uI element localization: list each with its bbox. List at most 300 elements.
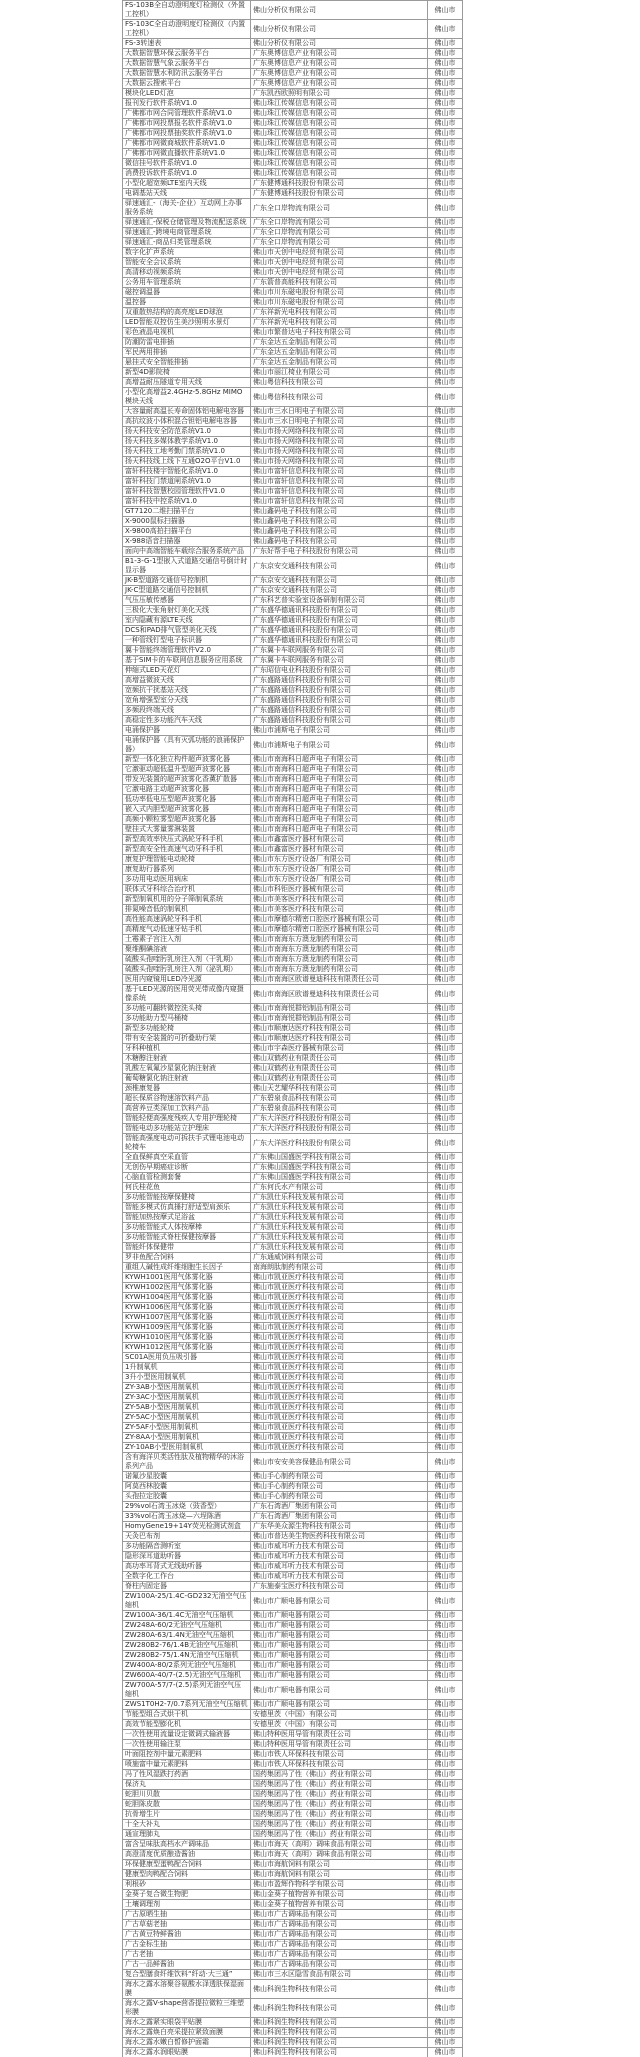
product-cell: 报刊发行软件系统V1.0	[123, 99, 251, 109]
city-cell: 佛山市	[428, 1134, 463, 1153]
product-cell: 节能型组合式烘干机	[123, 1710, 251, 1720]
city-cell: 佛山市	[428, 1014, 463, 1024]
city-cell: 佛山市	[428, 1999, 463, 2018]
company-cell: 佛山手心制药有限公司	[251, 1472, 428, 1482]
company-cell: 佛山市南海科日超声电子有限公司	[251, 815, 428, 825]
product-cell: 扬天科技安全防范系统V1.0	[123, 427, 251, 437]
product-cell: 智能安全会议系统	[123, 258, 251, 268]
city-cell: 佛山市	[428, 129, 463, 139]
table-row	[123, 1502, 463, 1512]
table-row	[123, 1880, 463, 1890]
company-cell: 广东翼卡车联网服务有限公司	[251, 646, 428, 656]
city-cell: 佛山市	[428, 1522, 463, 1532]
table-row	[123, 1034, 463, 1044]
product-cell: 高澄清度优质酿造酱油	[123, 1850, 251, 1860]
table-row	[123, 1700, 463, 1710]
city-cell: 佛山市	[428, 1413, 463, 1423]
city-cell: 佛山市	[428, 169, 463, 179]
city-cell: 佛山市	[428, 1980, 463, 1999]
city-cell: 佛山市	[428, 517, 463, 527]
table-row	[123, 1094, 463, 1104]
table-row	[123, 457, 463, 467]
table-row	[123, 676, 463, 686]
company-cell: 佛山分析仪有限公司	[251, 39, 428, 49]
product-cell: 高营养豆类深加工饮料产品	[123, 1104, 251, 1114]
table-row	[123, 965, 463, 975]
table-row	[123, 1173, 463, 1183]
table-row	[123, 228, 463, 238]
product-cell: 土霉素子宫注入剂	[123, 935, 251, 945]
city-cell: 佛山市	[428, 1203, 463, 1213]
product-cell: ZW280B2-75/1.4N无油空气压缩机	[123, 1651, 251, 1661]
company-cell: 广东石湾酒厂集团有限公司	[251, 1502, 428, 1512]
company-cell: 佛山市浦斯电子有限公司	[251, 726, 428, 736]
company-cell: 佛山市摩德尔精密口腔医疗器械有限公司	[251, 925, 428, 935]
city-cell: 佛山市	[428, 975, 463, 985]
city-cell: 佛山市	[428, 1453, 463, 1472]
table-row	[123, 1413, 463, 1423]
product-cell: ZW280B2-76/1.4B无油空气压缩机	[123, 1641, 251, 1651]
city-cell: 佛山市	[428, 606, 463, 616]
product-cell: 海水之露紧实眼袋平贴膜	[123, 2018, 251, 2028]
table-row	[123, 417, 463, 427]
product-cell: 乳酸左氧氟沙星氯化钠注射液	[123, 1064, 251, 1074]
company-cell: 佛山市南海科日超声电子有限公司	[251, 765, 428, 775]
company-cell: 广东翼卡车联网服务有限公司	[251, 656, 428, 666]
city-cell: 佛山市	[428, 1940, 463, 1950]
products-table-body	[123, 1, 463, 2057]
city-cell: 佛山市	[428, 666, 463, 676]
product-cell: 富轩科技智慧校园管理软件V1.0	[123, 487, 251, 497]
table-row	[123, 39, 463, 49]
city-cell: 佛山市	[428, 1850, 463, 1860]
company-cell: 佛山珠江传媒信息有限公司	[251, 99, 428, 109]
city-cell: 佛山市	[428, 407, 463, 417]
company-cell: 广东奥博信息产业有限公司	[251, 69, 428, 79]
city-cell: 佛山市	[428, 1193, 463, 1203]
table-row	[123, 1373, 463, 1383]
table-row	[123, 925, 463, 935]
product-cell: 温控器	[123, 298, 251, 308]
product-cell: 富轩科技中控系统V1.0	[123, 497, 251, 507]
product-cell: 聚维酮碘溶液	[123, 945, 251, 955]
table-row	[123, 427, 463, 437]
city-cell: 佛山市	[428, 1780, 463, 1790]
product-cell: 木糖醇注射液	[123, 1054, 251, 1064]
table-row	[123, 1243, 463, 1253]
company-cell: 佛山科润生物科技有限公司	[251, 2028, 428, 2038]
table-row	[123, 1223, 463, 1233]
table-row	[123, 1134, 463, 1153]
company-cell: 佛山市凯亚医疗科技有限公司	[251, 1403, 428, 1413]
table-row	[123, 318, 463, 328]
city-cell: 佛山市	[428, 1900, 463, 1910]
city-cell: 佛山市	[428, 268, 463, 278]
company-cell: 佛山市凯亚医疗科技有限公司	[251, 1283, 428, 1293]
product-cell: 重组人碱性成纤维细胞生长因子	[123, 1263, 251, 1273]
company-cell: 国药集团冯了性（佛山）药业有限公司	[251, 1780, 428, 1790]
table-row	[123, 945, 463, 955]
company-cell: 广东全口岸物流有限公司	[251, 218, 428, 228]
table-row	[123, 248, 463, 258]
city-cell: 佛山市	[428, 636, 463, 646]
product-cell: SC01A医用负压吸引器	[123, 1353, 251, 1363]
table-row	[123, 1393, 463, 1403]
table-row	[123, 1203, 463, 1213]
city-cell: 佛山市	[428, 1790, 463, 1800]
company-cell: 佛山市南海区欧谱曼迪科技有限责任公司	[251, 985, 428, 1004]
table-row	[123, 755, 463, 765]
product-cell: ZW700A-57/7-(2.5)系列无油空气压缩机	[123, 1681, 251, 1700]
product-cell: 多频段终端天线	[123, 706, 251, 716]
product-cell: 广古老抽	[123, 1950, 251, 1960]
product-cell: 三极化大张角射灯美化天线	[123, 606, 251, 616]
product-cell: KYWH1004医用气体雾化器	[123, 1293, 251, 1303]
city-cell: 佛山市	[428, 1472, 463, 1482]
city-cell: 佛山市	[428, 616, 463, 626]
city-cell: 佛山市	[428, 586, 463, 596]
product-cell: 智能加热按摩式足浴盆	[123, 1213, 251, 1223]
table-row	[123, 935, 463, 945]
city-cell: 佛山市	[428, 965, 463, 975]
product-cell: 颈椎康复器	[123, 1084, 251, 1094]
company-cell: 佛山市凯亚医疗科技有限公司	[251, 1363, 428, 1373]
city-cell: 佛山市	[428, 467, 463, 477]
city-cell: 佛山市	[428, 328, 463, 338]
company-cell: 佛山市南海科日超声电子有限公司	[251, 755, 428, 765]
city-cell: 佛山市	[428, 755, 463, 765]
city-cell: 佛山市	[428, 1293, 463, 1303]
company-cell: 佛山鑫码电子科技有限公司	[251, 527, 428, 537]
table-row	[123, 1074, 463, 1084]
table-row	[123, 1780, 463, 1790]
company-cell: 佛山市广顺电器有限公司	[251, 1641, 428, 1651]
city-cell: 佛山市	[428, 159, 463, 169]
company-cell: 广东大洋医疗科技股份有限公司	[251, 1134, 428, 1153]
company-cell: 佛山市扬天网络科技有限公司	[251, 447, 428, 457]
product-cell: 它激电路主动超声波雾化器	[123, 785, 251, 795]
table-row	[123, 378, 463, 388]
city-cell: 佛山市	[428, 59, 463, 69]
company-cell: 广东佛山国盛医学科技有限公司	[251, 1153, 428, 1163]
city-cell: 佛山市	[428, 1930, 463, 1940]
table-row	[123, 1970, 463, 1980]
city-cell: 佛山市	[428, 427, 463, 437]
product-cell: 广佛都市网微商城软件系统V1.0	[123, 139, 251, 149]
company-cell: 广东盛路通信科技股份有限公司	[251, 696, 428, 706]
city-cell: 佛山市	[428, 895, 463, 905]
company-cell: 佛山市广古调味品有限公司	[251, 1950, 428, 1960]
table-row	[123, 348, 463, 358]
table-row	[123, 1790, 463, 1800]
product-cell: ZY-3AB小型医用制氧机	[123, 1383, 251, 1393]
city-cell: 佛山市	[428, 775, 463, 785]
product-cell: 无创伤早期癌症诊断	[123, 1163, 251, 1173]
company-cell: 佛山市广古调味品有限公司	[251, 1960, 428, 1970]
table-row	[123, 49, 463, 59]
product-cell: ZY-10AB小型医用制氧机	[123, 1443, 251, 1453]
company-cell: 佛山市扬天网络科技有限公司	[251, 457, 428, 467]
city-cell: 佛山市	[428, 149, 463, 159]
product-cell: 新型一体化独立构件超声波雾化器	[123, 755, 251, 765]
city-cell: 佛山市	[428, 935, 463, 945]
city-cell: 佛山市	[428, 487, 463, 497]
company-cell: 佛山珠江传媒信息有限公司	[251, 129, 428, 139]
product-cell: 磁控调温器	[123, 288, 251, 298]
city-cell: 佛山市	[428, 1770, 463, 1780]
table-row	[123, 955, 463, 965]
city-cell: 佛山市	[428, 765, 463, 775]
table-row	[123, 1770, 463, 1780]
city-cell: 佛山市	[428, 1383, 463, 1393]
product-cell: 高增益微波天线	[123, 676, 251, 686]
company-cell: 佛山市普达美生物医药科技有限公司	[251, 1532, 428, 1542]
product-cell: 广古金标生抽	[123, 1940, 251, 1950]
company-cell: 广东好帮手电子科技股份有限公司	[251, 547, 428, 557]
city-cell: 佛山市	[428, 646, 463, 656]
product-cell: 微信挂号软件系统V1.0	[123, 159, 251, 169]
company-cell: 广东全口岸物流有限公司	[251, 228, 428, 238]
table-row	[123, 1542, 463, 1552]
company-cell: 佛山市三水区隐雪食品有限公司	[251, 1970, 428, 1980]
product-cell: FS-103C全自动澄明度灯检测仪（内置工控机）	[123, 20, 251, 39]
table-row	[123, 437, 463, 447]
product-cell: 复合型膳食纤维饮料“纤动·大三通”	[123, 1970, 251, 1980]
company-cell: 佛山市富轩信息科技有限公司	[251, 487, 428, 497]
table-row	[123, 1323, 463, 1333]
city-cell: 佛山市	[428, 1512, 463, 1522]
table-row	[123, 1403, 463, 1413]
company-cell: 广东健博通科技股份有限公司	[251, 179, 428, 189]
company-cell: 佛山特种医用导管有限责任公司	[251, 1730, 428, 1740]
company-cell: 佛山市广顺电器有限公司	[251, 1592, 428, 1611]
company-cell: 佛山珠江传媒信息有限公司	[251, 109, 428, 119]
table-row	[123, 696, 463, 706]
city-cell: 佛山市	[428, 1730, 463, 1740]
table-row	[123, 547, 463, 557]
product-cell: 康复护理智能电动轮椅	[123, 855, 251, 865]
city-cell: 佛山市	[428, 1740, 463, 1750]
company-cell: 广东盛路通信科技股份有限公司	[251, 686, 428, 696]
company-cell: 佛山市凯亚医疗科技有限公司	[251, 1323, 428, 1333]
table-row	[123, 1183, 463, 1193]
product-cell: 高效节能型膨化机	[123, 1720, 251, 1730]
company-cell: 国药集团冯了性（佛山）药业有限公司	[251, 1810, 428, 1820]
city-cell: 佛山市	[428, 1970, 463, 1980]
company-cell: 广东碧泉食品科技有限公司	[251, 1094, 428, 1104]
company-cell: 广东大洋医疗科技股份有限公司	[251, 1124, 428, 1134]
city-cell: 佛山市	[428, 1641, 463, 1651]
company-cell: 佛山科润生物科技有限公司	[251, 1980, 428, 1999]
company-cell: 广东盛华德通讯科技股份有限公司	[251, 606, 428, 616]
table-row	[123, 825, 463, 835]
company-cell: 佛山市顺康达医疗科技有限公司	[251, 1024, 428, 1034]
table-row	[123, 1980, 463, 1999]
table-row	[123, 258, 463, 268]
city-cell: 佛山市	[428, 79, 463, 89]
table-row	[123, 99, 463, 109]
product-cell: 彩色液晶电视机	[123, 328, 251, 338]
city-cell: 佛山市	[428, 1651, 463, 1661]
product-cell: LED智能双控仿生美沙照明水景灯	[123, 318, 251, 328]
table-row	[123, 1740, 463, 1750]
table-row	[123, 1383, 463, 1393]
city-cell: 佛山市	[428, 2028, 463, 2038]
product-cell: 小型化超宽频LTE室内天线	[123, 179, 251, 189]
city-cell: 佛山市	[428, 716, 463, 726]
table-row	[123, 1303, 463, 1313]
company-cell: 国药集团冯了性（佛山）药业有限公司	[251, 1790, 428, 1800]
product-cell: 喷施富中量元素肥料	[123, 1760, 251, 1770]
table-row	[123, 1423, 463, 1433]
company-cell: 佛山鑫码电子科技有限公司	[251, 537, 428, 547]
city-cell: 佛山市	[428, 835, 463, 845]
product-cell: 室内隐藏有源LTE天线	[123, 616, 251, 626]
product-cell: 智能轻便高强度残疾人专用护理轮椅	[123, 1114, 251, 1124]
product-cell: ZWS1T0H2-7/0.7系列无油空气压缩机	[123, 1700, 251, 1710]
product-cell: 1升制氧机	[123, 1363, 251, 1373]
product-cell: 智能高强度电动可拆扶手式锂电池电动轮椅车	[123, 1134, 251, 1153]
company-cell: 佛山市宇森医疗器械有限公司	[251, 1044, 428, 1054]
product-cell: 基于SIM卡的车联网信息服务应用系统	[123, 656, 251, 666]
company-cell: 广东祥新光电科技有限公司	[251, 318, 428, 328]
company-cell: 佛山市川东磁电股份有限公司	[251, 288, 428, 298]
product-cell: 智能多模式仿真捶打舒适型肩颈乐	[123, 1203, 251, 1213]
product-cell: 心脑血管检测套餐	[123, 1173, 251, 1183]
company-cell: 佛山市海航饲料有限公司	[251, 1860, 428, 1870]
product-cell: 何氏桂花鱼	[123, 1183, 251, 1193]
company-cell: 佛山市科钜医疗器械有限公司	[251, 885, 428, 895]
company-cell: 佛山市富轩信息科技有限公司	[251, 477, 428, 487]
company-cell: 佛山市川东磁电股份有限公司	[251, 298, 428, 308]
product-cell: ZY-5AC小型医用制氧机	[123, 1413, 251, 1423]
table-row	[123, 79, 463, 89]
table-row	[123, 885, 463, 895]
product-cell: 高频小颗粒雾型超声波雾化器	[123, 815, 251, 825]
company-cell: 广东通威饲料有限公司	[251, 1253, 428, 1263]
company-cell: 佛山市广古调味品有限公司	[251, 1910, 428, 1920]
company-cell: 佛山市铁人环保科技有限公司	[251, 1760, 428, 1770]
product-cell: ZY-3AC小型医用制氧机	[123, 1393, 251, 1403]
table-row	[123, 1313, 463, 1323]
product-cell: 广古草菇老抽	[123, 1920, 251, 1930]
company-cell: 佛山科润生物科技有限公司	[251, 2048, 428, 2057]
company-cell: 广东京安交通科技有限公司	[251, 586, 428, 596]
table-row	[123, 586, 463, 596]
city-cell: 佛山市	[428, 1611, 463, 1621]
city-cell: 佛山市	[428, 1860, 463, 1870]
city-cell: 佛山市	[428, 1482, 463, 1492]
company-cell: 佛山市东方医疗设备厂有限公司	[251, 865, 428, 875]
city-cell: 佛山市	[428, 547, 463, 557]
table-row	[123, 1124, 463, 1134]
company-cell: 佛山市广顺电器有限公司	[251, 1611, 428, 1621]
company-cell: 佛山市凯亚医疗科技有限公司	[251, 1443, 428, 1453]
table-row	[123, 1631, 463, 1641]
city-cell: 佛山市	[428, 139, 463, 149]
table-row	[123, 218, 463, 228]
city-cell: 佛山市	[428, 39, 463, 49]
table-row	[123, 1950, 463, 1960]
table-row	[123, 865, 463, 875]
product-cell: 基于LED光源的医用荧光带成像内窥摄像系统	[123, 985, 251, 1004]
table-row	[123, 1084, 463, 1094]
table-row	[123, 656, 463, 666]
city-cell: 佛山市	[428, 1223, 463, 1233]
company-cell: 佛山市凯亚医疗科技有限公司	[251, 1413, 428, 1423]
company-cell: 佛山市南海东方澳龙制药有限公司	[251, 935, 428, 945]
table-row	[123, 875, 463, 885]
city-cell: 佛山市	[428, 1253, 463, 1263]
product-cell: GT7120二维扫描平台	[123, 507, 251, 517]
company-cell: 佛山科润生物科技有限公司	[251, 1999, 428, 2018]
table-row	[123, 1213, 463, 1223]
product-cell: ZY-5AB小型医用制氧机	[123, 1403, 251, 1413]
table-row	[123, 238, 463, 248]
table-row	[123, 1582, 463, 1592]
city-cell: 佛山市	[428, 1173, 463, 1183]
product-cell: X-9000鼠标扫描器	[123, 517, 251, 527]
city-cell: 佛山市	[428, 527, 463, 537]
company-cell: 佛山市凯亚医疗科技有限公司	[251, 1373, 428, 1383]
table-row	[123, 895, 463, 905]
company-cell: 佛山市南海科日超声电子有限公司	[251, 805, 428, 815]
city-cell: 佛山市	[428, 20, 463, 39]
city-cell: 佛山市	[428, 388, 463, 407]
product-cell: 气压压敏传感器	[123, 596, 251, 606]
product-cell: 驿速通汇-商品归类管理系统	[123, 238, 251, 248]
city-cell: 佛山市	[428, 457, 463, 467]
city-cell: 佛山市	[428, 308, 463, 318]
city-cell: 佛山市	[428, 706, 463, 716]
city-cell: 佛山市	[428, 1750, 463, 1760]
company-cell: 国药集团冯了性（佛山）药业有限公司	[251, 1800, 428, 1810]
city-cell: 佛山市	[428, 1044, 463, 1054]
product-cell: 一次性使用流量设定微调式输液器	[123, 1730, 251, 1740]
product-cell: 头孢拉定胶囊	[123, 1492, 251, 1502]
product-cell: 高功率耳背式无线助听器	[123, 1562, 251, 1572]
company-cell: 佛山科润生物科技有限公司	[251, 2018, 428, 2028]
company-cell: 佛山市海天（高明）调味食品有限公司	[251, 1850, 428, 1860]
city-cell: 佛山市	[428, 2018, 463, 2028]
city-cell: 佛山市	[428, 785, 463, 795]
product-cell: 伸缩式LED天花灯	[123, 666, 251, 676]
company-cell: 佛山鑫码电子科技有限公司	[251, 507, 428, 517]
city-cell: 佛山市	[428, 1920, 463, 1930]
product-cell: 电涌保护器（具有灭弧功能的浪涌保护器）	[123, 736, 251, 755]
table-row	[123, 576, 463, 586]
company-cell: 佛山市三水日明电子有限公司	[251, 417, 428, 427]
city-cell: 佛山市	[428, 278, 463, 288]
table-row	[123, 636, 463, 646]
city-cell: 佛山市	[428, 1443, 463, 1453]
table-row	[123, 835, 463, 845]
product-cell: 大数据智慧环保云服务平台	[123, 49, 251, 59]
city-cell: 佛山市	[428, 1054, 463, 1064]
company-cell: 广东佛山国盛医学科技有限公司	[251, 1163, 428, 1173]
product-cell: KYWH1009医用气体雾化器	[123, 1323, 251, 1333]
table-row	[123, 1920, 463, 1930]
table-row	[123, 716, 463, 726]
table-row	[123, 1940, 463, 1950]
city-cell: 佛山市	[428, 736, 463, 755]
table-row	[123, 1363, 463, 1373]
table-row	[123, 1870, 463, 1880]
company-cell: 广东凯仕乐科技发展有限公司	[251, 1223, 428, 1233]
company-cell: 国药集团冯了性（佛山）药业有限公司	[251, 1770, 428, 1780]
product-cell: 保济丸	[123, 1780, 251, 1790]
product-cell: 诺氟沙星胶囊	[123, 1472, 251, 1482]
